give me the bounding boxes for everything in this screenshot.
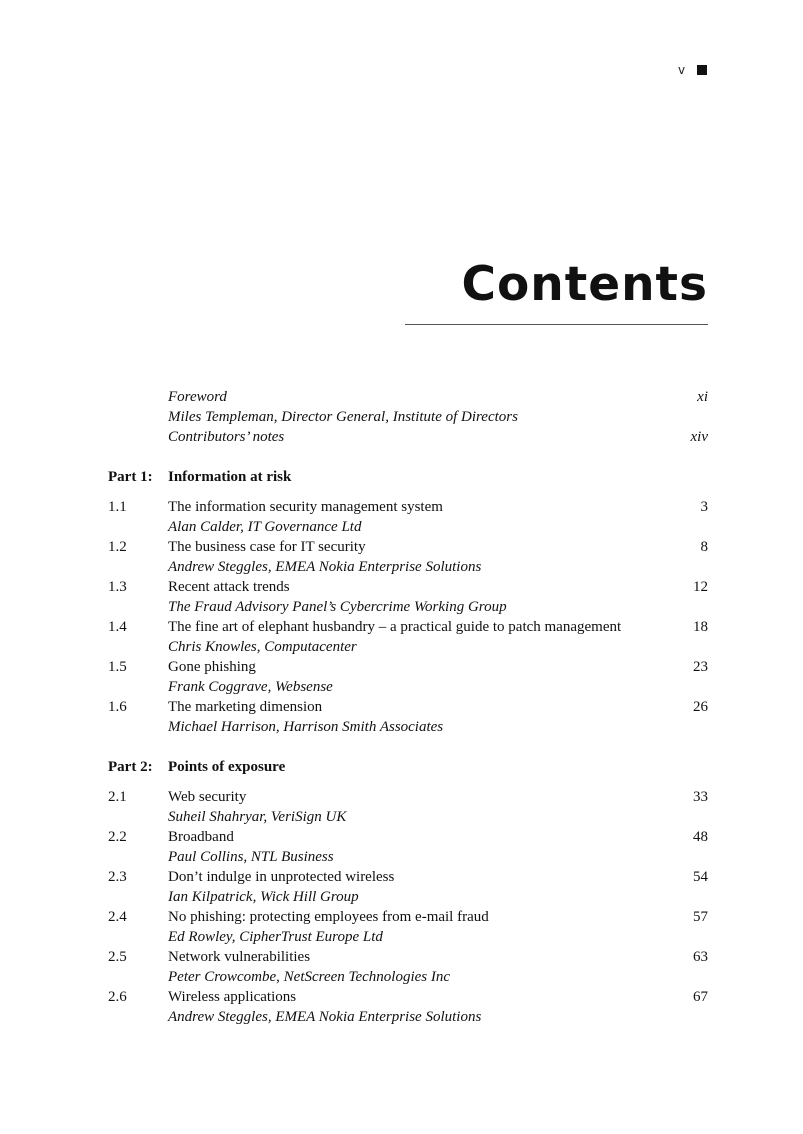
chapter-author: Frank Coggrave, Websense: [168, 679, 333, 695]
chapter-page[interactable]: 8: [700, 539, 708, 555]
chapter-author: Chris Knowles, Computacenter: [168, 639, 357, 655]
chapter-page[interactable]: 26: [693, 699, 708, 715]
chapter-number: 2.6: [108, 989, 127, 1005]
chapter-title[interactable]: The business case for IT security: [168, 539, 366, 555]
folio-square-icon: [697, 65, 707, 75]
chapter-title[interactable]: The marketing dimension: [168, 699, 323, 715]
chapter-number: 1.5: [108, 659, 127, 675]
chapter-title[interactable]: Wireless applications: [168, 989, 297, 1005]
part-2-title[interactable]: Points of exposure: [168, 759, 286, 775]
chapter-number: 2.2: [108, 829, 127, 845]
chapter-number: 1.6: [108, 699, 127, 715]
part-1-title[interactable]: Information at risk: [168, 469, 292, 485]
toc-entry-foreword-page[interactable]: xi: [697, 389, 708, 405]
chapter-author: Peter Crowcombe, NetScreen Technologies Inc: [168, 969, 451, 985]
toc-entry-foreword-author: Miles Templeman, Director General, Institute of Directors: [168, 409, 518, 425]
chapter-title[interactable]: Don’t indulge in unprotected wireless: [168, 869, 395, 885]
chapter-number: 1.1: [108, 499, 127, 515]
chapter-title[interactable]: No phishing: protecting employees from e-mail fraud: [168, 909, 489, 925]
chapter-page[interactable]: 48: [693, 829, 708, 845]
chapter-title[interactable]: Web security: [168, 789, 247, 805]
title-rule-divider: [405, 324, 708, 325]
chapter-page[interactable]: 33: [693, 789, 708, 805]
page-title: Contents: [461, 257, 708, 312]
chapter-page[interactable]: 67: [693, 989, 708, 1005]
toc-entry-contributors-title[interactable]: Contributors’ notes: [168, 429, 285, 445]
toc-entry-foreword-title[interactable]: Foreword: [168, 389, 227, 405]
chapter-author: Paul Collins, NTL Business: [168, 849, 334, 865]
chapter-author: Andrew Steggles, EMEA Nokia Enterprise Solutions: [168, 1009, 482, 1025]
chapter-title[interactable]: Network vulnerabilities: [168, 949, 311, 965]
chapter-page[interactable]: 57: [693, 909, 708, 925]
chapter-number: 1.2: [108, 539, 127, 555]
chapter-page[interactable]: 18: [693, 619, 708, 635]
chapter-number: 2.1: [108, 789, 127, 805]
part-1-label: Part 1:: [108, 469, 153, 485]
toc-entry-contributors-page[interactable]: xiv: [690, 429, 708, 445]
chapter-page[interactable]: 54: [693, 869, 708, 885]
chapter-author: Michael Harrison, Harrison Smith Associates: [168, 719, 444, 735]
chapter-title[interactable]: The fine art of elephant husbandry – a practical guide to patch management: [168, 619, 622, 635]
chapter-number: 1.4: [108, 619, 127, 635]
chapter-title[interactable]: Broadband: [168, 829, 234, 845]
part-2-label: Part 2:: [108, 759, 153, 775]
chapter-author: Ed Rowley, CipherTrust Europe Ltd: [168, 929, 383, 945]
chapter-number: 2.4: [108, 909, 127, 925]
chapter-number: 2.3: [108, 869, 127, 885]
page-folio: v: [678, 63, 686, 77]
chapter-author: Suheil Shahryar, VeriSign UK: [168, 809, 347, 825]
chapter-author: Andrew Steggles, EMEA Nokia Enterprise Solutions: [168, 559, 482, 575]
chapter-page[interactable]: 3: [700, 499, 708, 515]
chapter-number: 2.5: [108, 949, 127, 965]
chapter-number: 1.3: [108, 579, 127, 595]
chapter-author: Ian Kilpatrick, Wick Hill Group: [168, 889, 359, 905]
chapter-author: The Fraud Advisory Panel’s Cybercrime Working Group: [168, 599, 507, 615]
chapter-page[interactable]: 63: [693, 949, 708, 965]
chapter-title[interactable]: The information security management system: [168, 499, 443, 515]
chapter-author: Alan Calder, IT Governance Ltd: [168, 519, 362, 535]
chapter-title[interactable]: Gone phishing: [168, 659, 256, 675]
chapter-page[interactable]: 12: [693, 579, 708, 595]
chapter-title[interactable]: Recent attack trends: [168, 579, 290, 595]
chapter-page[interactable]: 23: [693, 659, 708, 675]
